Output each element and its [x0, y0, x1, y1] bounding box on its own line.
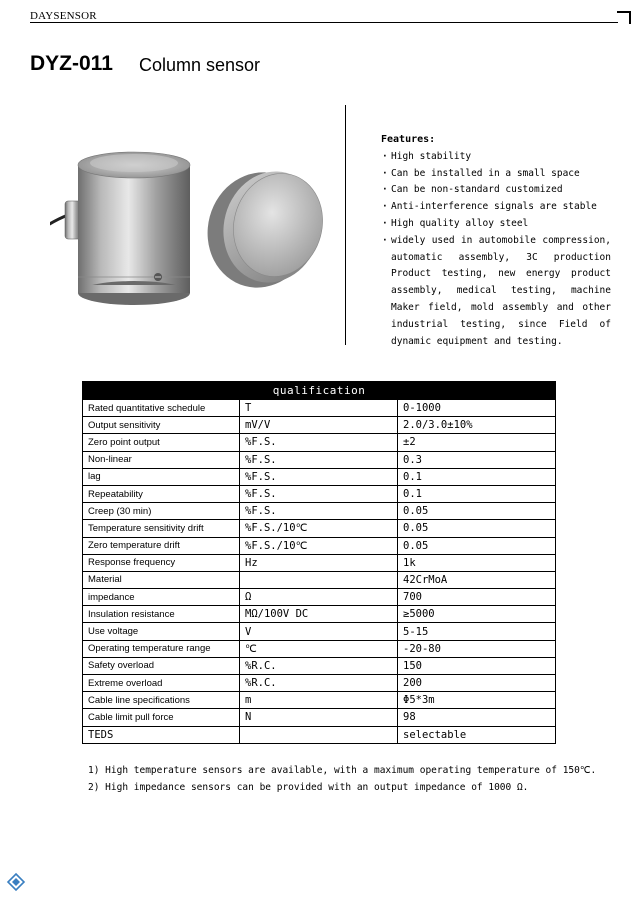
param-cell: Material: [83, 571, 240, 588]
value-cell: ±2: [398, 434, 556, 451]
table-row: [83, 520, 556, 537]
value-cell: 2.0/3.0±10%: [398, 417, 556, 434]
unit-cell: %R.C.: [240, 657, 398, 674]
product-image: [50, 135, 340, 310]
unit-cell: %F.S./10℃: [240, 520, 398, 537]
param-cell: Creep (30 min): [83, 503, 240, 520]
unit-cell: [240, 726, 398, 743]
value-cell: 0.05: [398, 503, 556, 520]
value-cell: 200: [398, 675, 556, 692]
table-row: [83, 571, 556, 588]
features-section: [381, 132, 611, 350]
note-item: 2) High impedance sensors can be provided with an output impedance of 1000 Ω.: [88, 782, 529, 793]
param-cell: Temperature sensitivity drift: [83, 520, 240, 537]
table-row: [83, 434, 556, 451]
table-row: [83, 657, 556, 674]
value-cell: 0.1: [398, 485, 556, 502]
feature-item: · Can be non-standard customized: [381, 182, 611, 199]
header-divider: [30, 22, 618, 23]
unit-cell: %F.S.: [240, 434, 398, 451]
unit-cell: N: [240, 709, 398, 726]
value-cell: Φ5*3m: [398, 692, 556, 709]
unit-cell: %F.S.: [240, 451, 398, 468]
vertical-divider: [345, 105, 346, 345]
value-cell: 0-1000: [398, 400, 556, 417]
value-cell: 1k: [398, 554, 556, 571]
value-cell: 5-15: [398, 623, 556, 640]
param-cell: Rated quantitative schedule: [83, 400, 240, 417]
value-cell: 0.1: [398, 468, 556, 485]
param-cell: Use voltage: [83, 623, 240, 640]
param-cell: lag: [83, 468, 240, 485]
unit-cell: m: [240, 692, 398, 709]
param-cell: Cable line specifications: [83, 692, 240, 709]
spec-table-body: [83, 400, 556, 744]
param-cell: Insulation resistance: [83, 606, 240, 623]
table-row: [83, 623, 556, 640]
unit-cell: Ω: [240, 589, 398, 606]
param-cell: Operating temperature range: [83, 640, 240, 657]
notes-section: [88, 762, 596, 796]
value-cell: selectable: [398, 726, 556, 743]
param-cell: Cable limit pull force: [83, 709, 240, 726]
table-row: [83, 640, 556, 657]
value-cell: 42CrMoA: [398, 571, 556, 588]
unit-cell: %R.C.: [240, 675, 398, 692]
param-cell: Zero point output: [83, 434, 240, 451]
company-logo-icon: [6, 872, 26, 892]
note-item: 1) High temperature sensors are available, with a maximum operating temperature of 150℃.: [88, 765, 597, 776]
value-cell: 0.05: [398, 520, 556, 537]
header-brand: DAYSENSOR: [30, 10, 97, 22]
table-row: [83, 675, 556, 692]
value-cell: 0.3: [398, 451, 556, 468]
spec-table: [82, 381, 556, 744]
param-cell: impedance: [83, 589, 240, 606]
table-row: [83, 451, 556, 468]
features-title: Features:: [381, 134, 436, 145]
spec-table-header-row: [83, 382, 556, 400]
table-row: [83, 503, 556, 520]
feature-item: · widely used in automobile compression, automatic assembly, 3C production Product testing, new energy product assembly, medical testing, machine Maker field, mold assembly and other industrial testing, since Field of dynamic equipment and testing.: [381, 233, 611, 351]
table-row: [83, 709, 556, 726]
value-cell: 0.05: [398, 537, 556, 554]
corner-mark: [617, 11, 631, 24]
table-row: [83, 537, 556, 554]
table-row: [83, 554, 556, 571]
unit-cell: %F.S.: [240, 468, 398, 485]
table-row: [83, 417, 556, 434]
feature-item: · High quality alloy steel: [381, 216, 611, 233]
unit-cell: mV/V: [240, 417, 398, 434]
param-cell: Output sensitivity: [83, 417, 240, 434]
product-name: Column sensor: [139, 55, 261, 75]
value-cell: 98: [398, 709, 556, 726]
unit-cell: V: [240, 623, 398, 640]
table-row: [83, 400, 556, 417]
unit-cell: Hz: [240, 554, 398, 571]
unit-cell: %F.S./10℃: [240, 537, 398, 554]
table-row: [83, 485, 556, 502]
unit-cell: %F.S.: [240, 485, 398, 502]
unit-cell: MΩ/100V DC: [240, 606, 398, 623]
feature-item: · High stability: [381, 149, 611, 166]
param-cell: Extreme overload: [83, 675, 240, 692]
param-cell: Response frequency: [83, 554, 240, 571]
sensor-cap: [195, 160, 334, 299]
table-row: [83, 606, 556, 623]
features-list: [381, 149, 611, 351]
value-cell: ≥5000: [398, 606, 556, 623]
param-cell: Non-linear: [83, 451, 240, 468]
feature-item: · Anti-interference signals are stable: [381, 199, 611, 216]
table-row: [83, 468, 556, 485]
feature-item: · Can be installed in a small space: [381, 166, 611, 183]
unit-cell: %F.S.: [240, 503, 398, 520]
table-row: [83, 726, 556, 743]
unit-cell: T: [240, 400, 398, 417]
param-cell: TEDS: [83, 726, 240, 743]
sensor-body: [78, 165, 190, 293]
param-cell: Zero temperature drift: [83, 537, 240, 554]
value-cell: -20-80: [398, 640, 556, 657]
unit-cell: ℃: [240, 640, 398, 657]
value-cell: 700: [398, 589, 556, 606]
table-row: [83, 589, 556, 606]
value-cell: 150: [398, 657, 556, 674]
param-cell: Repeatability: [83, 485, 240, 502]
spec-table-header: qualification: [83, 382, 556, 400]
product-code: DYZ-011: [30, 52, 113, 75]
table-row: [83, 692, 556, 709]
unit-cell: [240, 571, 398, 588]
param-cell: Safety overload: [83, 657, 240, 674]
